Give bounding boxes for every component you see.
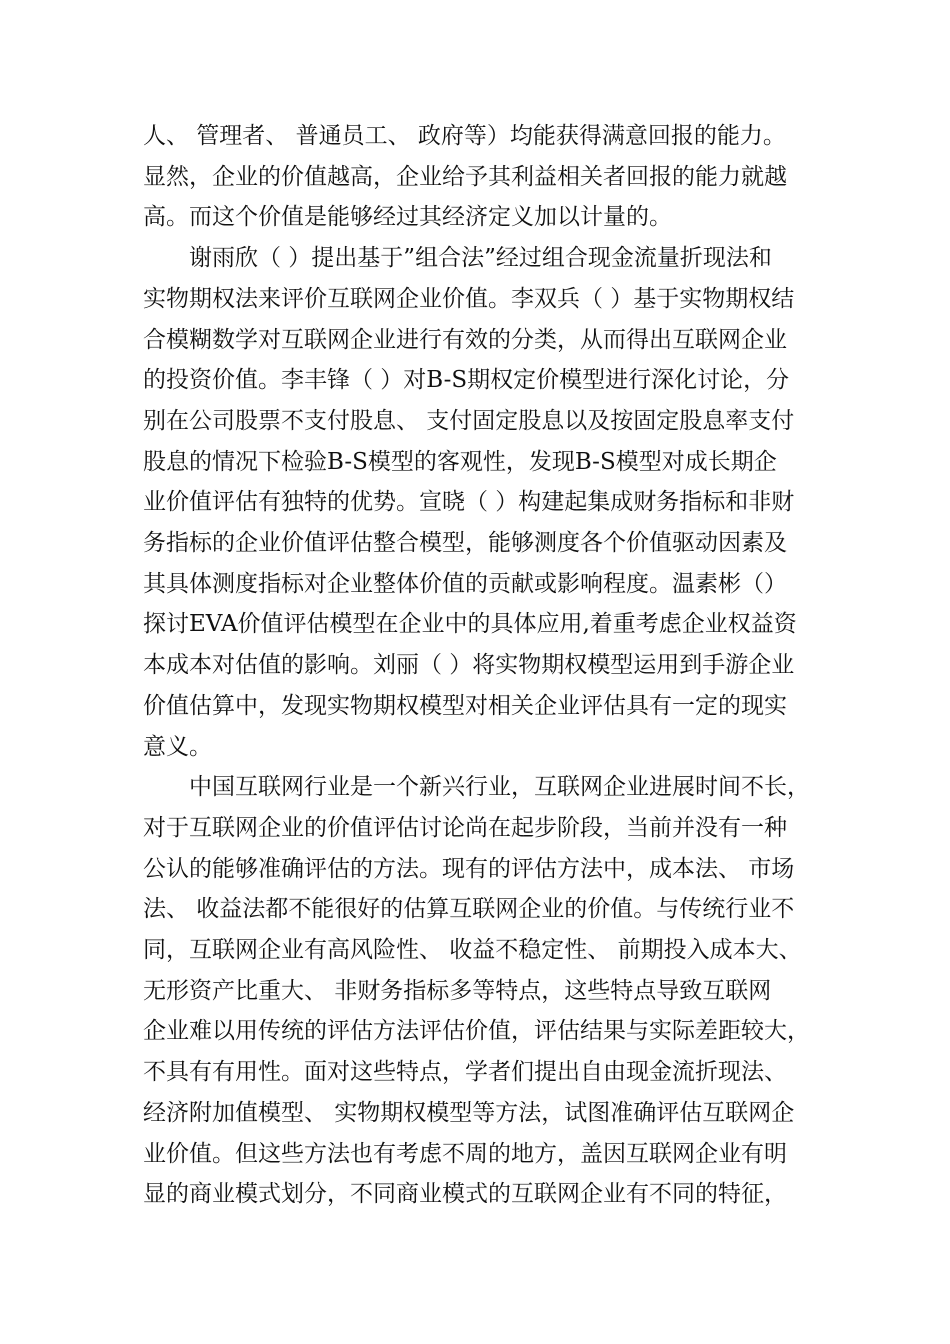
text-line: 对于互联网企业的价值评估讨论尚在起步阶段，当前并没有一种 xyxy=(143,814,787,841)
text-line: 合模糊数学对互联网企业进行有效的分类，从而得出互联网企业 xyxy=(143,326,787,353)
text-line: 谢雨欣（ ）提出基于”组合法”经过组合现金流量折现法和 xyxy=(143,245,772,272)
text-line: 别在公司股票不支付股息、 支付固定股息以及按固定股息率支付 xyxy=(143,407,795,434)
text-line: 法、 收益法都不能很好的估算互联网企业的价值。与传统行业不 xyxy=(143,896,795,923)
text-line: 同，互联网企业有高风险性、 收益不稳定性、 前期投入成本大、 xyxy=(143,937,802,964)
text-line: 企业难以用传统的评估方法评估价值，评估结果与实际差距较大， xyxy=(143,1018,810,1045)
text-line: 意义。 xyxy=(143,733,212,760)
text-line: 经济附加值模型、 实物期权模型等方法，试图准确评估互联网企 xyxy=(143,1099,795,1126)
text-line: 不具有有用性。面对这些特点，学者们提出自由现金流折现法、 xyxy=(143,1059,787,1086)
text-line: 中国互联网行业是一个新兴行业，互联网企业进展时间不长， xyxy=(143,774,810,801)
paragraph-3 xyxy=(143,767,810,1215)
text-line: 探讨EVA价值评估模型在企业中的具体应用,着重考虑企业权益资 xyxy=(143,611,797,638)
text-line: 显的商业模式划分，不同商业模式的互联网企业有不同的特征， xyxy=(143,1181,787,1208)
text-line: 无形资产比重大、 非财务指标多等特点，这些特点导致互联网 xyxy=(143,977,772,1004)
text-line: 价值估算中，发现实物期权模型对相关企业评估具有一定的现实 xyxy=(143,692,787,719)
text-line: 本成本对估值的影响。刘丽（ ）将实物期权模型运用到手游企业 xyxy=(143,652,795,679)
text-line: 显然，企业的价值越高，企业给予其利益相关者回报的能力就越 xyxy=(143,163,787,190)
text-line: 其具体测度指标对企业整体价值的贡献或影响程度。温素彬（） xyxy=(143,570,787,597)
text-line: 务指标的企业价值评估整合模型，能够测度各个价值驱动因素及 xyxy=(143,530,787,557)
text-line: 公认的能够准确评估的方法。现有的评估方法中，成本法、 市场 xyxy=(143,855,795,882)
text-line: 人、 管理者、 普通员工、 政府等）均能获得满意回报的能力。 xyxy=(143,123,786,149)
paragraph-1 xyxy=(143,116,807,238)
text-line: 的投资价值。李丰锋（ ）对B-S期权定价模型进行深化讨论，分 xyxy=(143,367,790,394)
body-text xyxy=(143,116,810,1215)
text-line: 业价值评估有独特的优势。宣晓（ ）构建起集成财务指标和非财 xyxy=(143,489,795,516)
text-line: 实物期权法来评价互联网企业价值。李双兵（ ）基于实物期权结 xyxy=(143,285,795,312)
text-line: 业价值。但这些方法也有考虑不周的地方，盖因互联网企业有明 xyxy=(143,1140,787,1167)
text-line: 股息的情况下检验B-S模型的客观性，发现B-S模型对成长期企 xyxy=(143,448,777,475)
text-line: 高。而这个价值是能够经过其经济定义加以计量的。 xyxy=(143,204,672,231)
paragraph-2 xyxy=(143,238,807,767)
